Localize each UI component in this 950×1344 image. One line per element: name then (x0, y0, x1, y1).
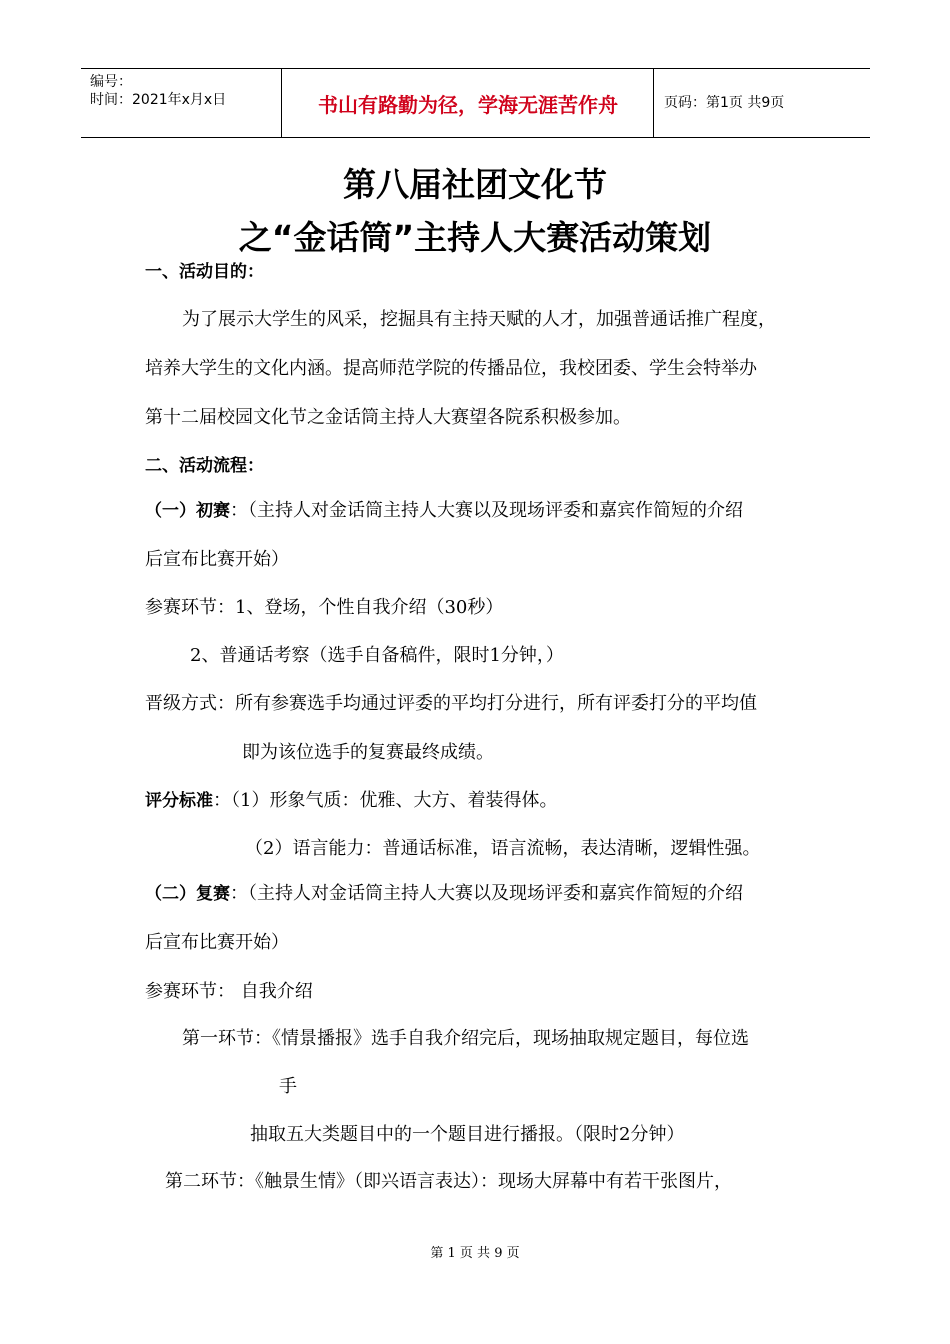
header-meta-cell (81, 69, 282, 137)
paragraph-line: 为了展示大学生的风采，挖掘具有主持天赋的人才，加强普通话推广程度， (182, 309, 776, 330)
round2-link1: 第一环节：《情景播报》选手自我介绍完后，现场抽取规定题目，每位选 (182, 1028, 749, 1049)
paragraph-line: 后宣布比赛开始） (145, 932, 289, 953)
round1-steps: 2、普通话考察（选手自备稿件，限时1分钟，） (190, 645, 564, 666)
page-footer: 第 1 页 共 9 页 (430, 1246, 520, 1261)
page-title-line1: 第八届社团文化节 (343, 165, 607, 204)
page-info: 页码：第1页 共9页 (664, 95, 785, 111)
scoring-item: （2）语言能力：普通话标准，语言流畅，表达清晰，逻辑性强。 (245, 838, 761, 859)
round1-promotion: 即为该位选手的复赛最终成绩。 (242, 742, 494, 763)
scoring-criteria (145, 789, 557, 813)
header-page-cell (654, 69, 870, 137)
header-motto-cell (282, 69, 654, 137)
round2-text: ：（主持人对金话筒主持人大赛以及现场评委和嘉宾作简短的介绍 (230, 883, 743, 904)
number-label: 编号： (90, 74, 132, 90)
round2-intro (145, 882, 743, 906)
round1-label: （一）初赛 (145, 501, 230, 521)
scoring-item: ：（1）形象气质：优雅、大方、着装得体。 (213, 790, 558, 811)
round2-link1: 抽取五大类题目中的一个题目进行播报。（限时2分钟） (250, 1124, 685, 1145)
motto: 书山有路勤为径，学海无涯苦作舟 (318, 93, 618, 117)
section-heading-process: 二、活动流程： (145, 456, 264, 476)
paragraph-line: 后宣布比赛开始） (145, 549, 289, 570)
round2-link1: 手 (279, 1076, 297, 1097)
round1-intro (145, 499, 743, 523)
time-label: 时间：2021年x月x日 (90, 92, 227, 108)
page-title-line2: 之“金话筒”主持人大赛活动策划 (238, 218, 712, 257)
document-header (81, 68, 870, 138)
round2-label: （二）复赛 (145, 884, 230, 904)
section-heading-purpose: 一、活动目的： (145, 262, 264, 282)
round1-steps: 参赛环节：1、登场，个性自我介绍（30秒） (145, 597, 504, 618)
round2-steps: 参赛环节： 自我介绍 (145, 981, 313, 1002)
scoring-label: 评分标准 (145, 791, 213, 811)
round2-link2: 第二环节：《触景生情》（即兴语言表达）：现场大屏幕中有若干张图片， (165, 1171, 732, 1192)
round1-text: ：（主持人对金话筒主持人大赛以及现场评委和嘉宾作简短的介绍 (230, 500, 743, 521)
paragraph-line: 第十二届校园文化节之金话筒主持人大赛望各院系积极参加。 (145, 407, 631, 428)
paragraph-line: 培养大学生的文化内涵。提高师范学院的传播品位，我校团委、学生会特举办 (145, 358, 757, 379)
round1-promotion: 晋级方式：所有参赛选手均通过评委的平均打分进行，所有评委打分的平均值 (145, 693, 757, 714)
